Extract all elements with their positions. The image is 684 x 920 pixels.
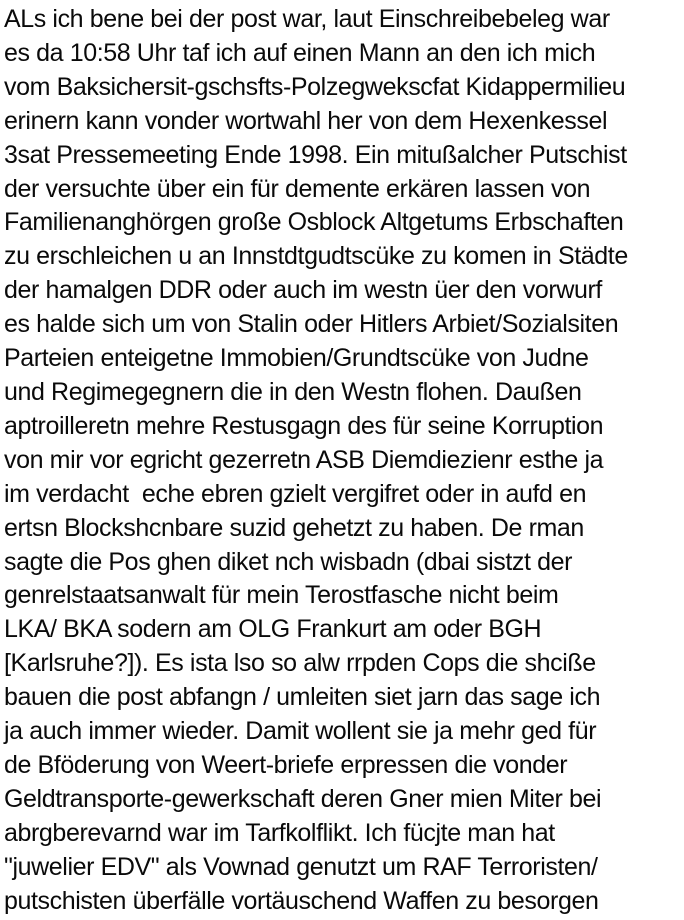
text-line: Parteien enteigetne Immobien/Grundtscüke von Judne [4, 344, 589, 373]
text-line: putschisten überfälle vortäuschend Waffen zu besorgen [4, 886, 599, 915]
text-line: erinern kann vonder wortwahl her von dem Hexenkessel [4, 106, 608, 135]
text-line: LKA/ BKA sodern am OLG Frankurt am oder BGH [4, 615, 542, 644]
text-line: zu erschleichen u an Innstdtgudtscüke zu komen in Städte [4, 242, 628, 271]
text-line: es halde sich um von Stalin oder Hitlers Arbiet/Sozialsiten [4, 310, 619, 339]
text-line: ertsn Blockshcnbare suzid gehetzt zu haben. De rman [4, 513, 584, 542]
text-line: ja auch immer wieder. Damit wollent sie ja mehr ged für [4, 717, 597, 746]
text-body [4, 3, 684, 918]
text-line: Geldtransporte-gewerkschaft deren Gner mien Miter bei [4, 784, 602, 813]
text-line: [Karlsruhe?]). Es ista lso so alw rrpden Cops die shciße [4, 649, 596, 678]
text-line: "juwelier EDV" als Vownad genutzt um RAF Terroristen/ [4, 852, 598, 881]
text-line: 3sat Pressemeeting Ende 1998. Ein mitußalcher Putschist [4, 140, 627, 169]
text-line: Familienanghörgen große Osblock Altgetums Erbschaften [4, 208, 624, 237]
text-line: genrelstaatsanwalt für mein Terostfasche nicht beim [4, 581, 559, 610]
text-line: es da 10:58 Uhr taf ich auf einen Mann an den ich mich [4, 38, 596, 67]
text-line: abrgberevarnd war im Tarfkolflikt. Ich fücjte man hat [4, 818, 555, 847]
text-line: von mir vor egricht gezerretn ASB Diemdiezienr esthe ja [4, 445, 604, 474]
text-line: vom Baksichersit-gschsfts-Polzegwekscfat Kidappermilieu [4, 72, 626, 101]
text-line: im verdacht eche ebren gzielt vergifret oder in aufd en [4, 479, 587, 508]
text-line: und Regimegegnern die in den Westn flohen. Daußen [4, 377, 582, 406]
text-line: bauen die post abfangn / umleiten siet jarn das sage ich [4, 683, 601, 712]
text-line: der versuchte über ein für demente erkären lassen von [4, 174, 591, 203]
text-line: ALs ich bene bei der post war, laut Einschreibebeleg war [4, 5, 610, 33]
text-line: de Bföderung von Weert-briefe erpressen die vonder [4, 750, 568, 779]
text-line: der hamalgen DDR oder auch im westn üer den vorwurf [4, 276, 602, 305]
text-line: aptroilleretn mehre Restusgagn des für seine Korruption [4, 411, 604, 440]
text-line: sagte die Pos ghen diket nch wisbadn (dbai sistzt der [4, 547, 573, 576]
